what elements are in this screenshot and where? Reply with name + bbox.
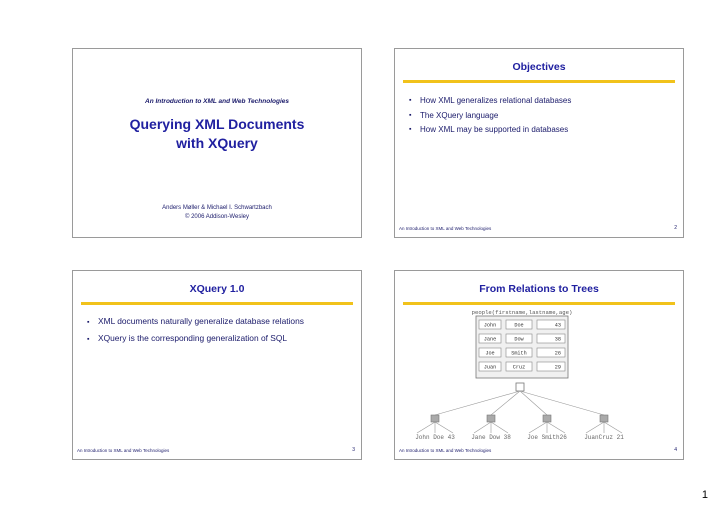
tree-leaf-label: John Doe 43 [415, 434, 455, 441]
tree-person-node [431, 415, 439, 422]
slide-footer: An Introduction to XML and Web Technologies [399, 226, 492, 231]
slide-page-number: 4 [674, 447, 677, 453]
tree-person-node [600, 415, 608, 422]
bullet-list [87, 316, 337, 349]
slide-2 [394, 48, 684, 238]
table-cell: Smith [511, 350, 527, 357]
tree-person-node [543, 415, 551, 422]
table-cell: Juan [483, 364, 497, 371]
bullet-icon: ▪ [409, 111, 412, 119]
title-line-2: with XQuery [176, 135, 258, 151]
table-row [479, 334, 565, 343]
copyright: © 2006 Addison-Wesley [184, 214, 249, 220]
slide-title: XQuery 1.0 [189, 283, 245, 295]
tree-person-node [487, 415, 495, 422]
table-cell: 43 [554, 322, 561, 329]
slide-page-number: 2 [674, 225, 677, 231]
tree-leaf-label: JuanCruz 21 [584, 434, 624, 441]
bullet-item: ▪ XML documents naturally generalize database relations [87, 316, 337, 328]
tree-edges [417, 391, 622, 433]
bullet-item: ▪ XQuery is the corresponding generalization of SQL [87, 333, 337, 345]
bullet-list [409, 94, 571, 138]
table-row [479, 348, 565, 357]
table-row [479, 362, 565, 371]
tree-root-node [516, 383, 524, 391]
slide-title: Objectives [512, 61, 566, 73]
slide-3 [72, 270, 362, 460]
slide-4 [394, 270, 684, 460]
tree-leaf-label: Joe Smith26 [527, 434, 567, 441]
slide-subtitle: An Introduction to XML and Web Technologies [145, 98, 289, 105]
bullet-item: ▪ The XQuery language [409, 109, 571, 124]
bullet-icon: ▪ [409, 126, 412, 133]
bullet-icon: ▪ [409, 97, 412, 104]
table-row [479, 320, 565, 329]
table-cell: Joe [485, 350, 495, 357]
tree-leaf-label: Jane Dow 38 [471, 434, 511, 441]
bullet-icon: ▪ [87, 335, 90, 343]
table-cell: John [483, 322, 497, 329]
table-cell: 26 [554, 350, 561, 357]
title-rule [81, 302, 353, 305]
table-header: people(firstname,lastname,age) [471, 309, 573, 316]
document-page-number: 1 [701, 489, 708, 501]
slide-footer: An Introduction to XML and Web Technologies [77, 448, 170, 453]
table-cell: Dow [514, 336, 524, 343]
table-cell: 38 [554, 336, 561, 343]
bullet-icon: ▪ [87, 319, 90, 326]
title-line-1: Querying XML Documents [129, 116, 305, 132]
relations-to-trees-diagram [395, 271, 685, 461]
slide-main-title [73, 115, 361, 153]
title-rule [403, 80, 675, 83]
table-cell: Jane [483, 336, 497, 343]
bullet-item: ▪ How XML may be supported in databases [409, 123, 571, 138]
slide-1 [72, 48, 362, 238]
bullet-item: ▪ How XML generalizes relational databases [409, 94, 571, 109]
table-cell: 29 [554, 364, 561, 371]
slide-page-number: 3 [352, 447, 355, 453]
authors: Anders Møller & Michael I. Schwartzbach [162, 205, 272, 211]
slide-footer: An Introduction to XML and Web Technologies [399, 448, 492, 453]
table-cell: Doe [514, 322, 524, 329]
slide-title: From Relations to Trees [479, 283, 599, 295]
table-cell: Cruz [512, 364, 526, 371]
